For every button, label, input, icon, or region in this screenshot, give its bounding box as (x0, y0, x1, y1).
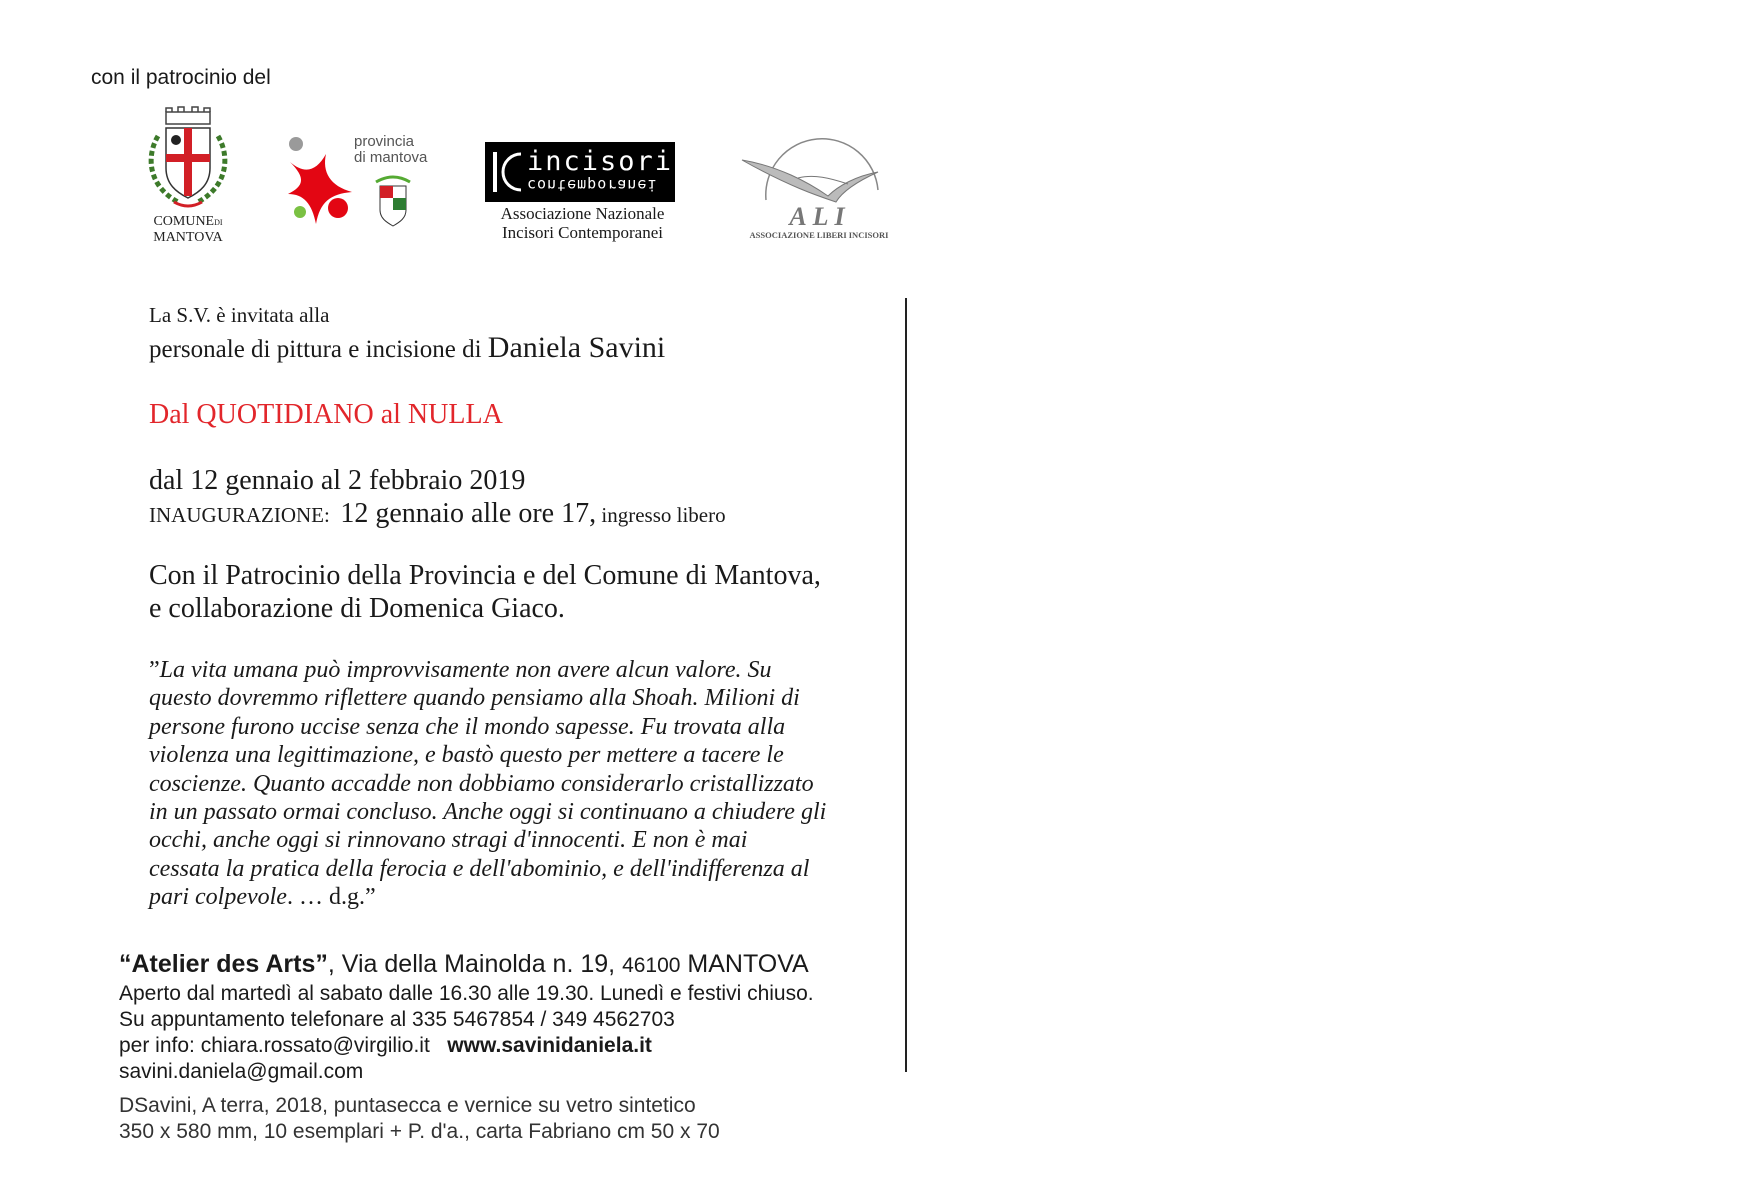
venue-address: , Via della Mainolda n. 19, (327, 950, 623, 978)
quote-line-5: coscienze. Quanto accadde non dobbiamo considerarlo cristallizzato (149, 770, 814, 797)
artwork-caption-1: DSavini, A terra, 2018, puntasecca e vernice su vetro sintetico (119, 1094, 696, 1117)
venue-city: MANTOVA (680, 950, 809, 978)
artist-email[interactable]: savini.daniela@gmail.com (119, 1060, 364, 1083)
inauguration-line (149, 498, 726, 530)
ali-logo (738, 138, 900, 242)
quote-signature: . … d.g.” (286, 884, 376, 911)
incisori-word: incisori (527, 146, 674, 177)
quote-open-mark: ” (149, 657, 160, 683)
quote-line-9 (149, 883, 889, 911)
venue-cap: 46100 (622, 954, 681, 977)
patronage-line-1: Con il Patrocinio della Provincia e del Comune di Mantova, (149, 560, 821, 591)
incisori-bracket-icon (491, 150, 523, 194)
invite-subject (149, 331, 665, 365)
comune-label: COMUNE (153, 214, 215, 229)
patronage-line-2: e collaborazione di Domenica Giaco. (149, 593, 565, 624)
ali-mark: ALI (789, 202, 851, 231)
provincia-label: provincia (354, 133, 415, 150)
patronage-heading: con il patrocinio del (91, 66, 271, 89)
inauguration-label: INAUGURAZIONE: (149, 503, 330, 527)
quote-last-italic: pari colpevole (149, 884, 287, 911)
incisori-black-box (485, 142, 675, 202)
inauguration-time: 12 gennaio alle ore 17, (340, 498, 597, 529)
venue-line (119, 950, 809, 979)
info-email[interactable]: per info: chiara.rossato@virgilio.it (119, 1034, 430, 1057)
quote-line-3: persone furono uccise senza che il mondo sapesse. Fu trovata alla (149, 713, 786, 740)
incisori-caption-1: Associazione Nazionale (500, 204, 665, 223)
vertical-divider (905, 298, 907, 1072)
comune-di-mantova-logo (138, 106, 238, 246)
exhibition-title: Dal QUOTIDIANO al NULLA (149, 399, 503, 430)
venue-name: “Atelier des Arts” (119, 950, 328, 978)
incisori-contemporanei-logo (485, 142, 680, 242)
quote-line-2: questo dovremmo riflettere quando pensiamo alla Shoah. Milioni di (149, 685, 800, 712)
invite-subject-prefix: personale di pittura e incisione di (149, 336, 482, 363)
quote-block (149, 656, 889, 912)
opening-hours: Aperto dal martedì al sabato dalle 16.30 alle 19.30. Lunedì e festivi chiuso. (119, 982, 814, 1005)
info-line (119, 1034, 652, 1058)
website-link[interactable]: www.savinidaniela.it (447, 1034, 652, 1057)
contemporanei-mirrored-word: contemporanei (527, 176, 658, 194)
quote-line-1 (149, 656, 889, 684)
provincia-di-mantova-logo (286, 134, 436, 240)
artist-name: Daniela Savini (487, 331, 666, 364)
quote-line-1-text: La vita umana può improvvisamente non avere alcun valore. Su (159, 657, 772, 683)
quote-line-6: in un passato ormai concluso. Anche oggi si continuano a chiudere gli (149, 799, 827, 826)
comune-crest-icon (138, 106, 238, 216)
ali-caption: ASSOCIAZIONE LIBERI INCISORI (749, 230, 889, 240)
quote-line-4: violenza una legittimazione, e bastò questo per mettere a tacere le (149, 742, 784, 769)
inauguration-note: ingresso libero (601, 503, 726, 527)
quote-line-7: occhi, anche oggi si rinnovano stragi d'innocenti. E non è mai (149, 827, 748, 854)
mantova-label: MANTOVA (153, 230, 223, 245)
exhibition-dates: dal 12 gennaio al 2 febbraio 2019 (149, 465, 526, 496)
artwork-caption-2: 350 x 580 mm, 10 esemplari + P. d'a., carta Fabriano cm 50 x 70 (119, 1120, 720, 1143)
invite-intro: La S.V. è invitata alla (149, 303, 330, 327)
incisori-caption-2: Incisori Contemporanei (502, 223, 663, 242)
comune-label-small: DI (214, 218, 223, 227)
quote-line-8: cessata la pratica della ferocia e dell'abominio, e dell'indifferenza al (149, 855, 810, 882)
appointment-phones: Su appuntamento telefonare al 335 5467854 / 349 4562703 (119, 1008, 675, 1031)
di-mantova-label: di mantova (354, 149, 428, 166)
